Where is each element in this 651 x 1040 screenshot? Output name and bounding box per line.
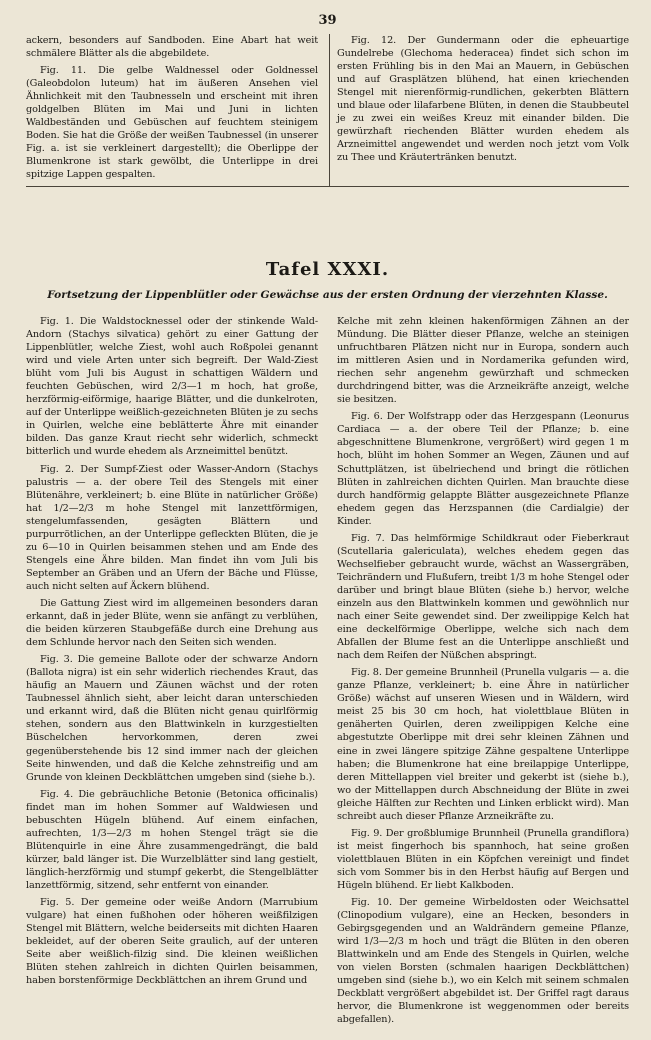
top-right-column bbox=[337, 34, 629, 186]
paragraph: Die Gattung Ziest wird im allgemeinen besonders daran erkannt, daß in jeder Blüte, wenn sie anfängt zu verblühen, die beiden kürzeren Staubgefäße durch eine Drehung aus dem Schlunde hervor nach den Seiten sich wenden. bbox=[26, 597, 318, 649]
page-number: 39 bbox=[318, 13, 337, 28]
paragraph: Fig. 12. Der Gundermann oder die epheuartige Gundelrebe (Glechoma hederacea) findet sich schon im ersten Frühling bis in den Mai an Mauern, in Gebüschen und auf Grasplätzen blühend, hat einen kriechenden Stengel mit nierenförmig-rundlichen, gekerbten Blättern und blaue oder lilafarbene Blüten, in denen die Staubbeutel je zu zwei ein weißes Kreuz mit einander bilden. Die gewürzhaft riechenden Blätter wurden ehedem als Arzneimittel angewendet und werden noch jetzt vom Volk zu Thee und Kräutertränken benutzt. bbox=[337, 35, 629, 164]
paragraph: Fig. 4. Die gebräuchliche Betonie (Betonica officinalis) findet man im hohen Sommer auf Waldwiesen und bebuschten Hügeln blühend. Auf einem einfachen, aufrechten, 1/3—2/3 m hohen Stengel trägt sie die Blütenquirle in eine Ähre zusammengedrängt, die bald kürzer, bald länger ist. Die Wurzelblätter sind lang gestielt, länglich-herzförmig und stumpf gekerbt, die Stengelblätter lanzettförmig, sitzend, sehr entfernt von einander. bbox=[26, 788, 318, 891]
paragraph: Fig. 3. Die gemeine Ballote oder der schwarze Andorn (Ballota nigra) ist ein sehr widerlich riechendes Kraut, das häufig an Mauern und Zäunen wächst und der roten Taubnessel ähnlich sieht, aber leicht daran unterschieden und erkannt wird, daß die Blüten nicht genau quirlförmig stehen, sondern aus den Blattwinkeln in kurzgestielten Büschelchen hervorkommen, deren zwei gegenüberstehende bis 12 sind immer nach der gleichen Seite hinwenden, und daß die Kelche zehnstreifig und am Grunde von kleinen Deckblättchen umgeben sind (siehe b.). bbox=[26, 654, 318, 783]
body-right-column bbox=[337, 315, 629, 1040]
plate-title: Tafel XXXI. bbox=[265, 259, 390, 280]
body-section bbox=[26, 315, 629, 1040]
top-left-column bbox=[26, 34, 318, 186]
paragraph: Fig. 1. Die Waldstocknessel oder der stinkende Wald-Andorn (Stachys silvatica) gehört zu einer Gattung der Lippenblütler, welche Ziest, wohl auch Roßpolei genannt wird und viele Arten unter sich begreift. Der Wald-Ziest blüht vom Juli bis August in schattigen Wäldern und feuchten Gebüschen, wird 2/3—1 m hoch, hat große, herzförmig-eiförmige, haarige Blätter, und die dunkelroten, auf der Unterlippe weißlich-gezeichneten Blüten je zu sechs in Quirlen, welche eine beblätterte Ähre mit einander bilden. Das ganze Kraut riecht sehr widerlich, schmeckt bitterlich und wurde ehedem als Arzneimittel benützt. bbox=[26, 316, 318, 458]
paragraph: Fig. 7. Das helmförmige Schildkraut oder Fieberkraut (Scutellaria galericulata), welches ehedem gegen das Wechselfieber gebraucht wurde, wächst an Wassergräben, Teichrändern und Flußufern, treibt 1/3 m hohe Stengel oder darüber und bringt blaue Blüten (siehe b.) hervor, welche einzeln aus den Blattwinkeln kommen und gewöhnlich nur nach einer Seite gewendet sind. Der zweilippige Kelch hat eine deckelförmige Oberlippe, welche sich nach dem Abfallen der Blume fest an die Unterlippe anschließt und nach dem Reifen der Nüßchen abspringt. bbox=[337, 532, 629, 662]
paragraph: Fig. 6. Der Wolfstrapp oder das Herzgespann (Leonurus Cardiaca — a. der obere Teil der Pflanze; b. eine abgeschnittene Blumenkrone, vergrößert) wird gegen 1 m hoch, blüht im hohen Sommer an Wegen, Zäunen und auf Schuttplätzen, ist übelriechend und bringt die rötlichen Blüten in zahlreichen dichten Quirlen. Man brauchte diese durch handförmig gelappte Blätter ausgezeichnete Pflanze ehedem gegen das Herzspannen (die Cardialgie) der Kinder. bbox=[337, 411, 629, 527]
paragraph: Fig. 8. Der gemeine Brunnheil (Prunella vulgaris — a. die ganze Pflanze, verkleinert; b. eine Ähre in natürlicher Größe) wächst auf unseren Wiesen und in Wäldern, wird meist 25 bis 30 cm hoch, hat violettblaue Blüten in genäherten Quirlen, deren zweilippigen Kelche eine abgestutzte Oberlippe mit drei sehr kleinen Zähnen und eine in zwei längere spitzige Zähne gespaltene Unterlippe haben; die Blumenkrone hat eine breilappige Unterlippe, deren Mittellappen viel breiter und gekerbt ist (siehe b.), wo der Mittellappen durch Abschneidung der Blüte in zwei gleiche Hälften zur Rechten und Linken erblickt wird). Man schreibt auch dieser Pflanze Arzneikräfte zu. bbox=[337, 667, 629, 822]
paragraph: Fig. 11. Die gelbe Waldnessel oder Goldnessel (Galeobdolon luteum) hat im äußeren Ansehen viel Ähnlichkeit mit den Taubnesseln und erscheint mit ihren goldgelben Blüten im Mai und Juni in lichten Waldbeständen und Gebüschen auf feuchtem steinigem Boden. Sie hat die Größe der weißen Taubnessel (in unserer Fig. a. ist sie verkleinert dargestellt); die Oberlippe der Blumenkrone ist stark gewölbt, die Unterlippe in drei spitzige Lappen gespalten. bbox=[26, 65, 318, 181]
body-left-column bbox=[26, 315, 318, 1040]
top-section bbox=[26, 34, 629, 187]
paragraph: Fig. 10. Der gemeine Wirbeldosten oder Weichsattel (Clinopodium vulgare), eine an Hecken, besonders in Gebirgsgegenden und an Waldrändern gemeine Pflanze, wird 1/3—2/3 m hoch und trägt die Blüten in den oberen Blattwinkeln und am Ende des Stengels in Quirlen, welche von vielen Borsten (schmalen haarigen Deckblättchen) umgeben sind (siehe b.), wo ein Kelch mit seinem schmalen Deckblatt vergrößert abgebildet ist. Der Griffel ragt daraus hervor, die Blumenkrone ist weggenommen oder bereits abgefallen). bbox=[337, 897, 629, 1026]
paragraph: Fig. 5. Der gemeine oder weiße Andorn (Marrubium vulgare) hat einen fußhohen oder höheren weißfilzigen Stengel mit Blättern, welche beiderseits mit dichten Haaren bekleidet, auf der oberen Seite graulich, auf der unteren Seite aber weißlich-filzig sind. Die kleinen weißlichen Blüten stehen zahlreich in dichten Quirlen beisammen, haben borstenförmige Deckblättchen an ihrem Grund und bbox=[26, 897, 318, 987]
plate-subtitle: Fortsetzung der Lippenblütler oder Gewächse aus der ersten Ordnung der vierzehnten Klasse. bbox=[47, 289, 608, 301]
paragraph: ackern, besonders auf Sandboden. Eine Abart hat weit schmälere Blätter als die abgebildete. bbox=[26, 35, 318, 60]
paragraph: Fig. 9. Der großblumige Brunnheil (Prunella grandiflora) ist meist fingerhoch bis spannhoch, hat seine großen violettblauen Blüten in ein Köpfchen vereinigt und findet sich vom Sommer bis in den Herbst häufig auf Bergen und Hügeln blühend. Er liebt Kalkboden. bbox=[337, 827, 629, 891]
paragraph: Fig. 2. Der Sumpf-Ziest oder Wasser-Andorn (Stachys palustris — a. der obere Teil des Stengels mit einer Blütenähre, verkleinert; b. eine Blüte in natürlicher Größe) hat 1/2—2/3 m hohe Stengel mit lanzettförmigen, stengelumfassenden, gesägten Blättern und purpurrötlichen, an der Unterlippe gefleckten Blüten, die je zu 6—10 in Quirlen beisammen stehen und am Ende des Stengels eine Ähre bilden. Man findet ihn vom Juli bis September an Gräben und an Ufern der Bäche und Flüsse, auch nicht selten auf Äckern blühend. bbox=[26, 463, 318, 592]
paragraph: Kelche mit zehn kleinen hakenförmigen Zähnen an der Mündung. Die Blätter dieser Pflanze, welche an steinigen unfruchtbaren Plätzen nicht nur in Europa, sondern auch im mittleren Asien und in Nordamerika gefunden wird, riechen sehr angenehm gewürzhaft und schmecken durchdringend bitter, was die Arzneikräfte anzeigt, welche sie besitzen. bbox=[337, 316, 629, 406]
